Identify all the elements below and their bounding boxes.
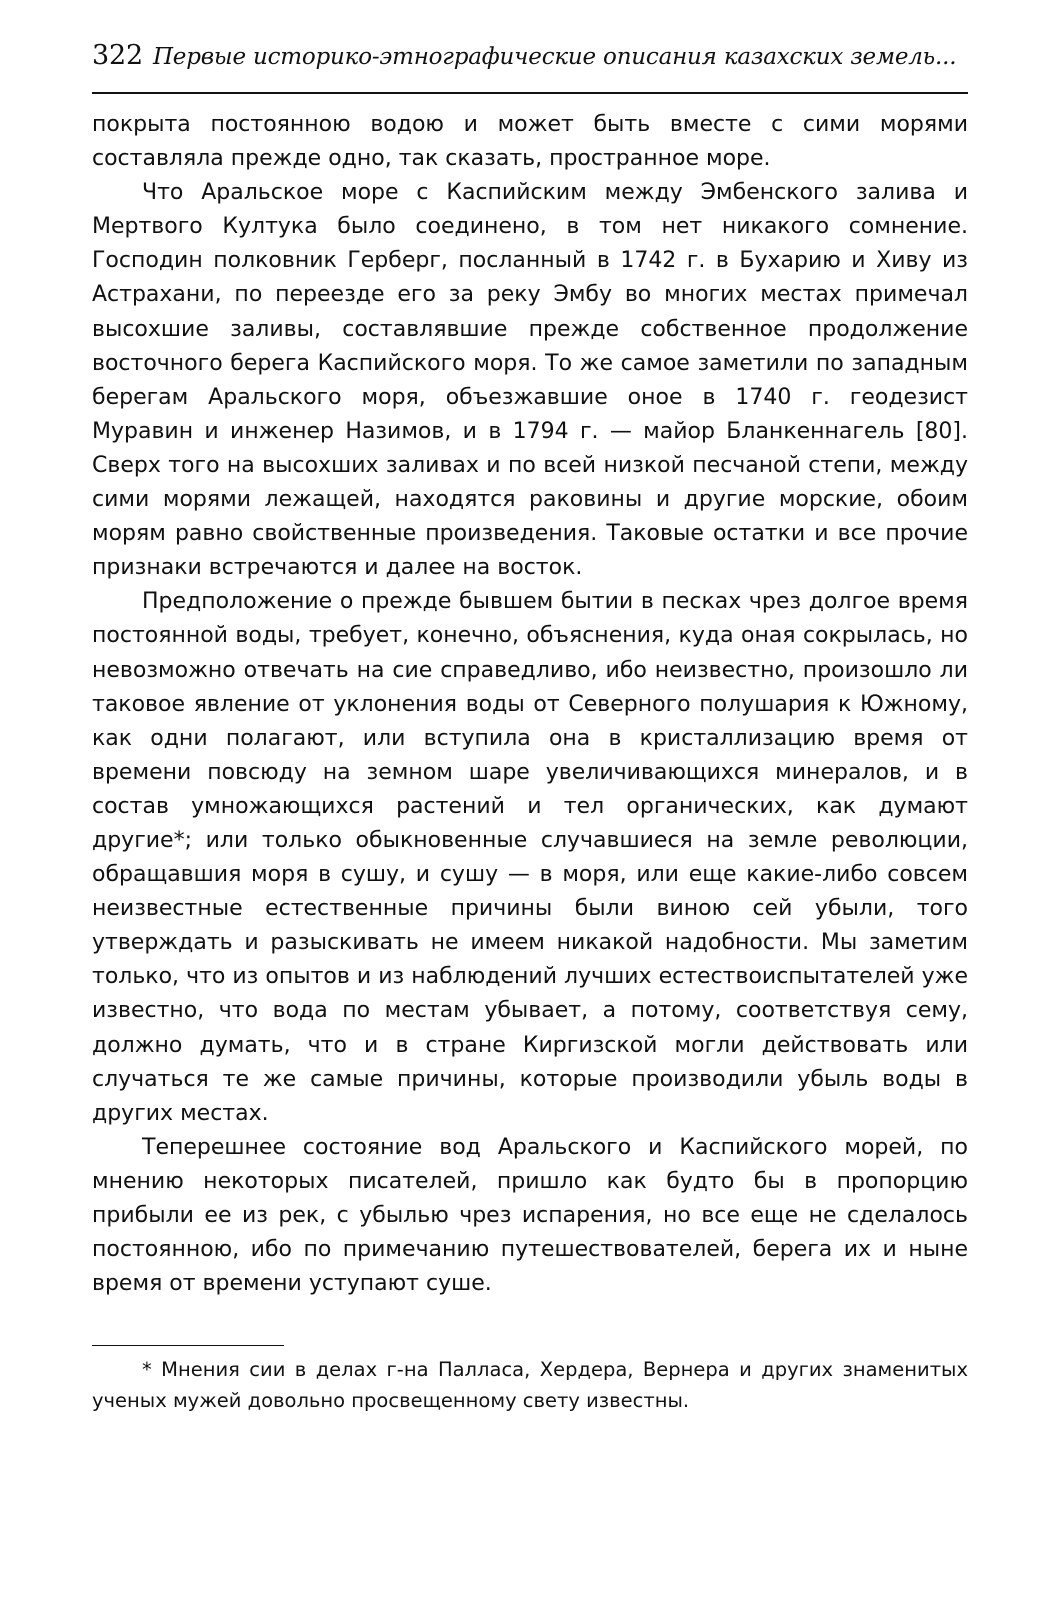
running-title: Первые историко-этнографические описания казахских земель...	[152, 44, 957, 70]
paragraph: Теперешнее состояние вод Аральского и Каспийского морей, по мнению некоторых писателей, пришло как будто бы в пропорцию прибыли ее из рек, с убылью чрез испарения, но все еще не сделалось постоянною, ибо по примечанию путешествователей, берега их и ныне время от времени уступают суше.	[92, 1134, 968, 1297]
body-text	[92, 108, 968, 1301]
running-header	[92, 40, 968, 92]
paragraph-continuation: покрыта постоянною водою и может быть вместе с сими морями составляла прежде одно, так сказать, пространное море.	[92, 112, 968, 172]
book-page	[92, 40, 968, 1416]
footnote-rule	[92, 1345, 284, 1346]
footnote: * Мнения сии в делах г-на Палласа, Хердера, Вернера и других знаменитых ученых мужей довольно просвещенному свету известны.	[92, 1358, 968, 1413]
header-rule	[92, 92, 968, 94]
paragraph: Что Аральское море с Каспийским между Эмбенского залива и Мертвого Култука было соединено, в том нет никакого сомнение. Господин полковник Герберг, посланный в 1742 г. в Бухарию и Хиву из Астрахани, по переезде его за реку Эмбу во многих местах примечал высохшие заливы, составлявшие прежде собственное продолжение восточного берега Каспийского моря. То же самое заметили по западным берегам Аральского моря, объезжавшие оное в 1740 г. геодезист Муравин и инженер Назимов, и в 1794 г. — майор Бланкеннагель [80]. Сверх того на высохших заливах и по всей низкой песчаной степи, между сими морями лежащей, находятся раковины и другие морские, обоим морям равно свойственные произведения. Таковые остатки и все прочие признаки встречаются и далее на восток.	[92, 180, 968, 581]
paragraph: Предположение о прежде бывшем бытии в песках чрез долгое время постоянной воды, требует, конечно, объяснения, куда оная сокрылась, но невозможно отвечать на сие справедливо, ибо неизвестно, произошло ли таковое явление от уклонения воды от Северного полушария к Южному, как одни полагают, или вступила она в кристаллизацию время от времени повсюду на земном шаре увеличивающихся минералов, и в состав умножающихся растений и тел органических, как думают другие*; или только обыкновенные случавшиеся на земле революции, обращавшия моря в сушу, и сушу — в моря, или еще какие-либо совсем неизвестные естественные причины были виною сей убыли, того утверждать и разыскивать не имеем никакой надобности. Мы заметим только, что из опытов и из наблюдений лучших естествоиспытателей уже известно, что вода по местам убывает, а потому, соответствуя сему, должно думать, что и в стране Киргизской могли действовать или случаться те же самые причины, которые производили убыль воды в других местах.	[92, 589, 968, 1126]
page-number: 322	[92, 40, 143, 71]
